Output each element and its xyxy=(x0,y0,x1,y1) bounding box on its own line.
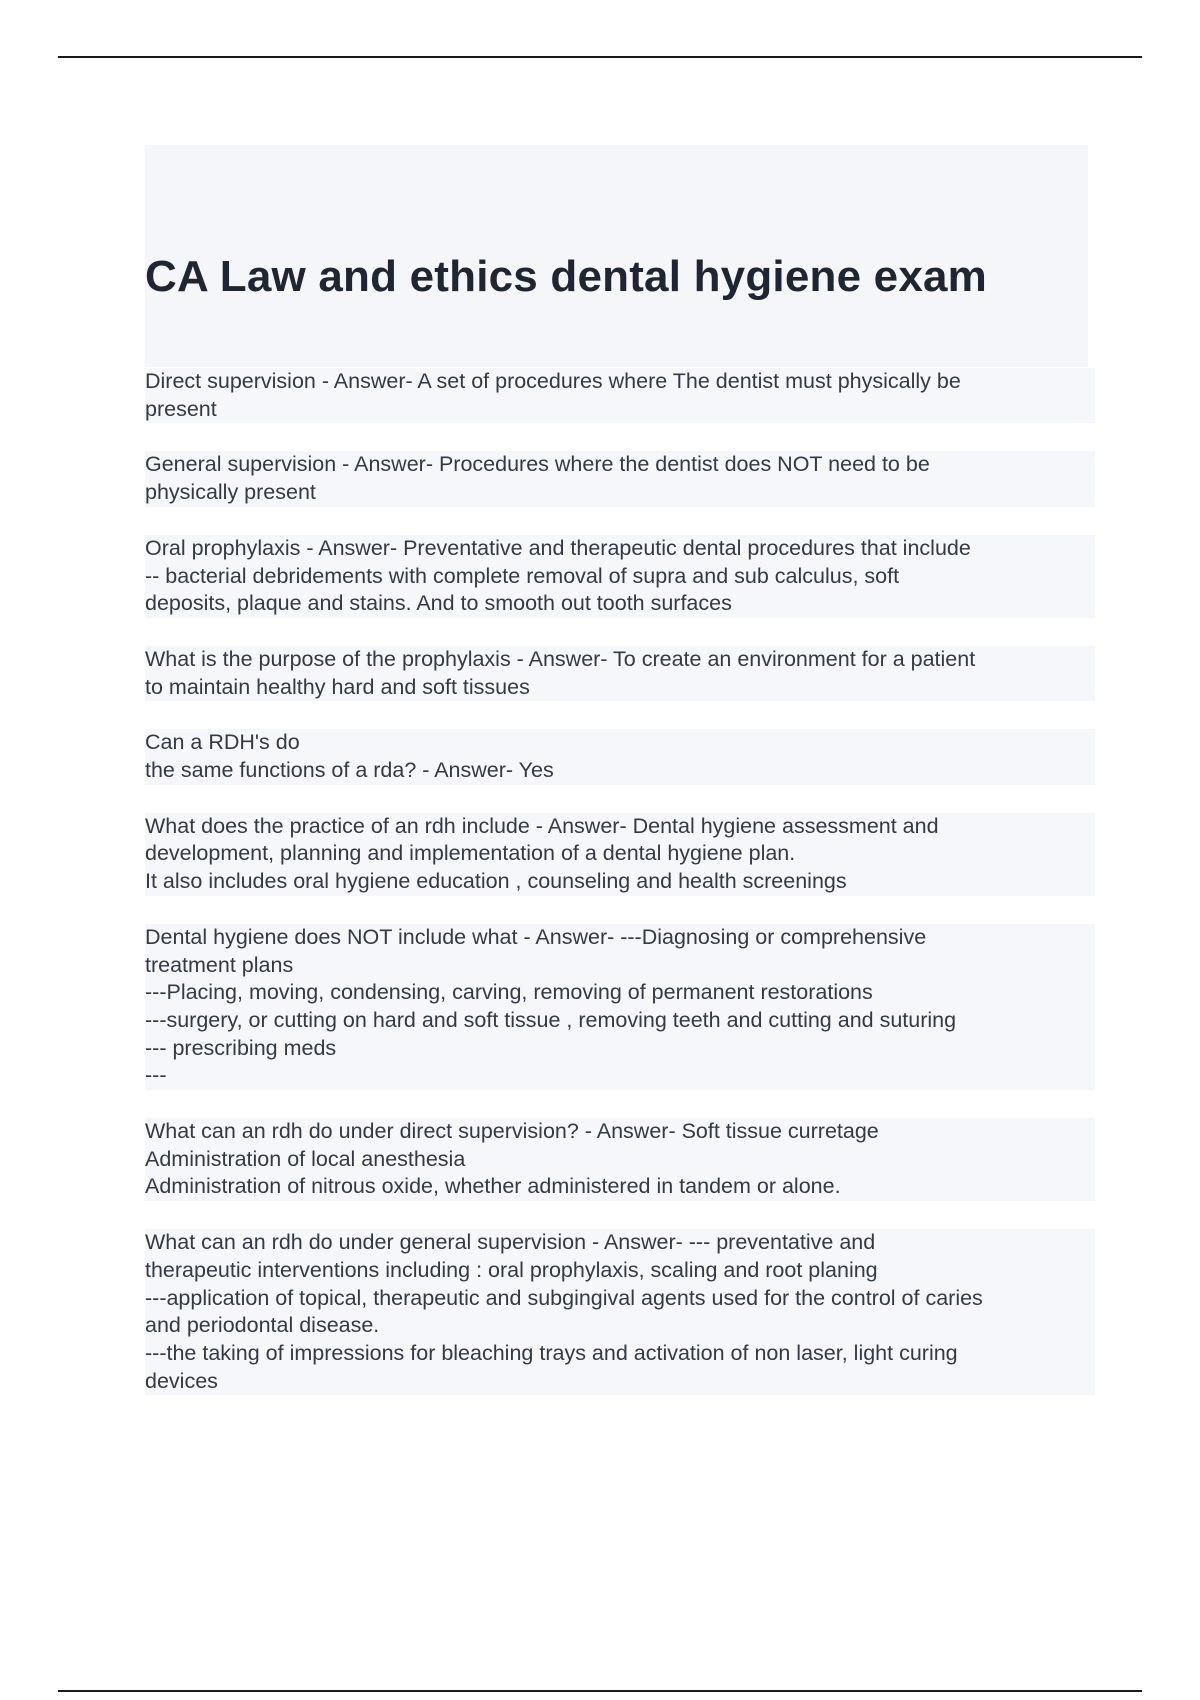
qa-item xyxy=(145,1229,1095,1395)
qa-line: ---Placing, moving, condensing, carving, removing of permanent restorations xyxy=(145,979,1095,1007)
qa-item xyxy=(145,646,1095,701)
document-title: CA Law and ethics dental hygiene exam xyxy=(145,252,988,301)
qa-line: deposits, plaque and stains. And to smooth out tooth surfaces xyxy=(145,590,1095,618)
qa-line: What can an rdh do under general supervision - Answer- --- preventative and xyxy=(145,1229,1095,1257)
qa-line: Direct supervision - Answer- A set of procedures where The dentist must physically be xyxy=(145,368,1095,396)
qa-line: What does the practice of an rdh include - Answer- Dental hygiene assessment and xyxy=(145,813,1095,841)
qa-line: ---application of topical, therapeutic and subgingival agents used for the control of caries xyxy=(145,1285,1095,1313)
qa-line: development, planning and implementation of a dental hygiene plan. xyxy=(145,840,1095,868)
qa-line: Administration of nitrous oxide, whether administered in tandem or alone. xyxy=(145,1173,1095,1201)
qa-line: devices xyxy=(145,1368,1095,1396)
qa-line: General supervision - Answer- Procedures where the dentist does NOT need to be xyxy=(145,451,1095,479)
qa-item xyxy=(145,813,1095,896)
bottom-rule xyxy=(58,1690,1142,1692)
qa-line: Can a RDH's do xyxy=(145,729,1095,757)
qa-line: --- prescribing meds xyxy=(145,1035,1095,1063)
qa-item xyxy=(145,924,1095,1090)
qa-line: --- xyxy=(145,1062,1095,1090)
qa-line: to maintain healthy hard and soft tissues xyxy=(145,674,1095,702)
qa-line: ---surgery, or cutting on hard and soft tissue , removing teeth and cutting and suturing xyxy=(145,1007,1095,1035)
qa-line: present xyxy=(145,396,1095,424)
qa-line: -- bacterial debridements with complete removal of supra and sub calculus, soft xyxy=(145,563,1095,591)
qa-line: and periodontal disease. xyxy=(145,1312,1095,1340)
qa-item xyxy=(145,535,1095,618)
qa-line: It also includes oral hygiene education , counseling and health screenings xyxy=(145,868,1095,896)
qa-line: Dental hygiene does NOT include what - Answer- ---Diagnosing or comprehensive xyxy=(145,924,1095,952)
qa-line: treatment plans xyxy=(145,952,1095,980)
qa-item xyxy=(145,368,1095,423)
qa-line: ---the taking of impressions for bleaching trays and activation of non laser, light curing xyxy=(145,1340,1095,1368)
qa-item xyxy=(145,1118,1095,1201)
qa-line: therapeutic interventions including : oral prophylaxis, scaling and root planing xyxy=(145,1257,1095,1285)
qa-item xyxy=(145,451,1095,506)
qa-line: physically present xyxy=(145,479,1095,507)
top-rule xyxy=(58,56,1142,58)
qa-item xyxy=(145,729,1095,784)
qa-list xyxy=(145,368,1095,1423)
qa-line: What can an rdh do under direct supervision? - Answer- Soft tissue curretage xyxy=(145,1118,1095,1146)
qa-line: Oral prophylaxis - Answer- Preventative and therapeutic dental procedures that include xyxy=(145,535,1095,563)
qa-line: What is the purpose of the prophylaxis - Answer- To create an environment for a patient xyxy=(145,646,1095,674)
qa-line: Administration of local anesthesia xyxy=(145,1146,1095,1174)
qa-line: the same functions of a rda? - Answer- Yes xyxy=(145,757,1095,785)
